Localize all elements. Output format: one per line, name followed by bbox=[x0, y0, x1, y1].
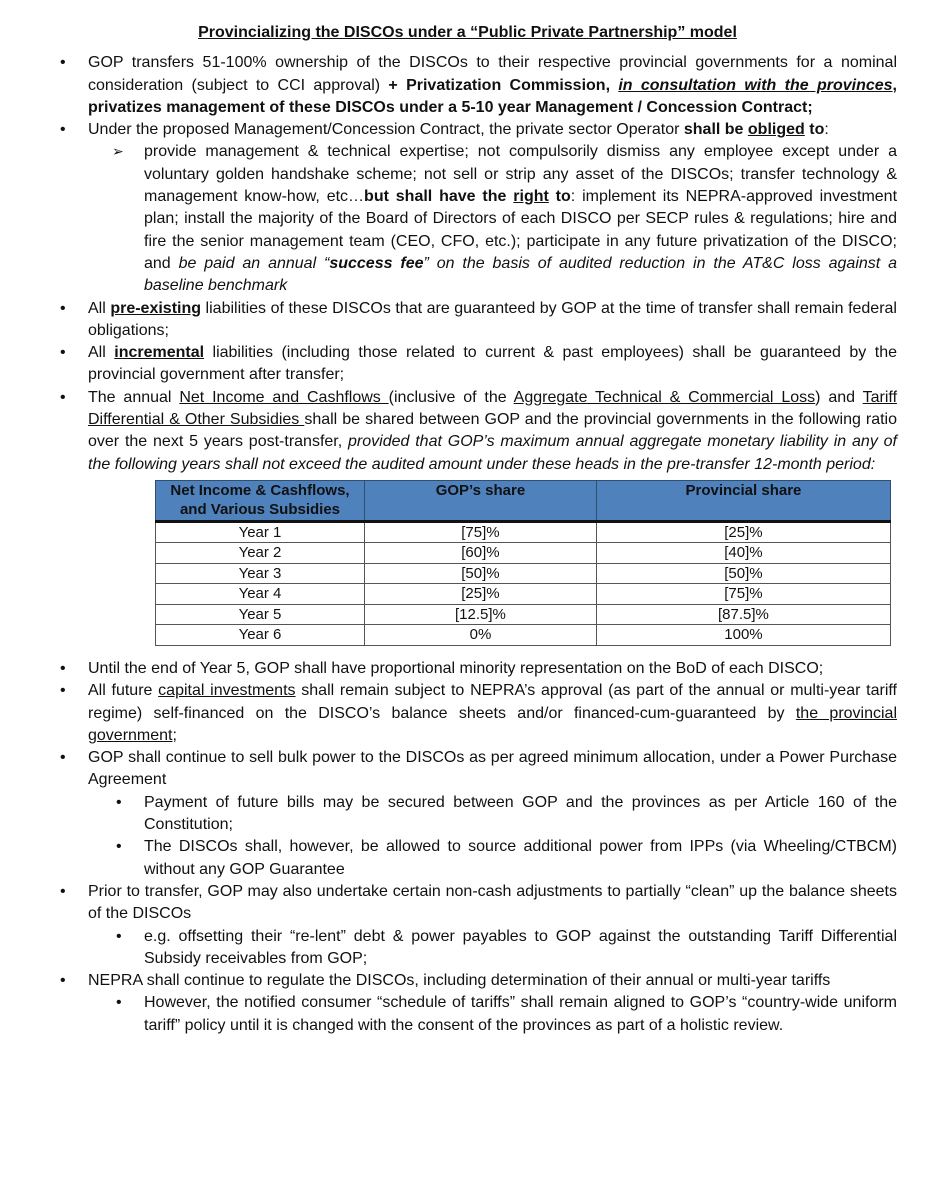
table-cell: [50]% bbox=[365, 563, 597, 584]
text: (inclusive of the bbox=[388, 388, 514, 406]
text-bold: shall be bbox=[683, 121, 748, 139]
bullet-management-contract bbox=[38, 119, 897, 297]
table-row bbox=[156, 543, 891, 564]
text-bold-italic-underline: in consultation with the provinces bbox=[618, 76, 893, 94]
text: provide management & technical expertise; not compulsorily dismiss any employee except under a voluntary golden handshake scheme; not sell or strip any asset of the DISCOs; transfer technology & management know-how, etc… bbox=[144, 143, 897, 206]
header-cell: GOP’s share bbox=[365, 480, 597, 521]
bullet-net-income-sharing bbox=[38, 387, 897, 476]
text: liabilities of these DISCOs that are guaranteed by GOP at the time of transfer shall remain federal obligations; bbox=[88, 299, 897, 339]
bullet-pre-existing-liabilities bbox=[38, 298, 897, 343]
text: ) and bbox=[815, 388, 863, 406]
text-bold: + Privatization Commission, bbox=[388, 76, 619, 94]
table-cell: Year 3 bbox=[156, 563, 365, 584]
text-italic: provided that GOP’s maximum annual aggregate monetary liability in any of the following years shall not exceed the audited amount under these heads in the pre-transfer 12-month period: bbox=[88, 433, 897, 473]
sub-bullet-uniform-tariff: • However, the notified consumer “schedule of tariffs” shall remain aligned to GOP’s “country-wide uniform tariff” policy until it is changed with the consent of the provinces as part of a holistic review. bbox=[88, 992, 897, 1037]
sub-bullet-ipp-sourcing: • The DISCOs shall, however, be allowed to source additional power from IPPs (via Wheeling/CTBCM) without any GOP Guarantee bbox=[88, 836, 897, 881]
table-cell: [12.5]% bbox=[365, 604, 597, 625]
text: shall remain subject to NEPRA’s approval (as part of the annual or multi-year tariff regime) self-financed on the DISCO’s balance sheets and/or financed-cum-guaranteed by bbox=[88, 682, 897, 722]
bullet-bulk-power bbox=[38, 747, 897, 881]
table-cell: [75]% bbox=[365, 521, 597, 543]
bullet-nepra-regulation bbox=[38, 970, 897, 1037]
table-cell: [60]% bbox=[365, 543, 597, 564]
table-cell: [50]% bbox=[596, 563, 890, 584]
bullet-balance-sheet-cleanup bbox=[38, 881, 897, 970]
text: shall be shared between GOP and the provincial governments in the following ratio over the next 5 years post-transfer, bbox=[88, 411, 898, 451]
text-underline: Net Income and Cashflows bbox=[179, 388, 389, 406]
text: The annual bbox=[88, 388, 180, 406]
table-cell: 100% bbox=[596, 625, 890, 646]
table-row bbox=[156, 584, 891, 605]
text: : bbox=[824, 121, 829, 139]
text: All future bbox=[88, 682, 159, 700]
sub-bullet-payment-security: • Payment of future bills may be secured between GOP and the provinces as per Article 160 of the Constitution; bbox=[88, 792, 897, 837]
text: Prior to transfer, GOP may also undertake certain non-cash adjustments to partially “clean” up the balance sheets of the DISCOs bbox=[88, 882, 897, 923]
sub-list-operator bbox=[88, 141, 897, 297]
table-row bbox=[156, 563, 891, 584]
main-bullet-list-continued bbox=[38, 658, 897, 1037]
table-cell: [25]% bbox=[596, 521, 890, 543]
table-cell: Year 4 bbox=[156, 584, 365, 605]
text-bold-underline: obliged bbox=[747, 121, 805, 139]
text: : implement its NEPRA-approved investment plan; install the majority of the Board of Directors of each DISCO per SECP rules & regulations; hire and fire the senior management team (CEO, CFO, etc.); participate in any future privatization of the DISCO; and bbox=[144, 188, 898, 272]
text: GOP shall continue to sell bulk power to the DISCOs as per agreed minimum allocation, under a Power Purchase Agreement bbox=[88, 749, 897, 789]
text-bold-underline: pre-existing bbox=[110, 299, 202, 317]
table-row bbox=[156, 521, 891, 543]
share-table bbox=[155, 480, 891, 646]
header-cell: Net Income & Cashflows, and Various Subsidies bbox=[156, 480, 365, 521]
text: liabilities (including those related to current & past employees) shall be guaranteed by the provincial government after transfer; bbox=[88, 344, 898, 384]
table-cell: [87.5]% bbox=[596, 604, 890, 625]
bullet-ownership-transfer bbox=[38, 52, 897, 119]
table-header-row bbox=[156, 480, 891, 521]
text: GOP transfers 51-100% ownership of the DISCOs to their respective provincial governments for a nominal consideration (subject to CCI approval) bbox=[88, 54, 897, 94]
bullet-capital-investments bbox=[38, 680, 897, 747]
table-row bbox=[156, 625, 891, 646]
table-cell: [25]% bbox=[365, 584, 597, 605]
table-row bbox=[156, 604, 891, 625]
text-bold-underline: incremental bbox=[114, 344, 205, 362]
text-bold: to bbox=[548, 188, 571, 206]
table-cell: [40]% bbox=[596, 543, 890, 564]
page-title: Provincializing the DISCOs under a “Public Private Partnership” model bbox=[198, 24, 737, 41]
sub-bullet-offsetting: • e.g. offsetting their “re-lent” debt & power payables to GOP against the outstanding Tariff Differential Subsidy receivables from GOP; bbox=[88, 926, 897, 971]
table-cell: 0% bbox=[365, 625, 597, 646]
sub-bullet-operator-obligations bbox=[88, 141, 897, 297]
text-underline: Aggregate Technical & Commercial Loss bbox=[513, 388, 816, 406]
text-bold: but shall have the bbox=[364, 188, 514, 206]
table-cell: Year 6 bbox=[156, 625, 365, 646]
bullet-bod-representation bbox=[38, 658, 897, 680]
text-italic: be paid an annual “ bbox=[178, 254, 330, 272]
text-bold-italic: success fee bbox=[329, 254, 424, 272]
text-underline: capital investments bbox=[158, 682, 296, 700]
table-cell: Year 1 bbox=[156, 521, 365, 543]
header-cell: Provincial share bbox=[596, 480, 890, 521]
table-cell: Year 2 bbox=[156, 543, 365, 564]
text: ; bbox=[172, 726, 177, 744]
sub-list-bulk-power bbox=[88, 792, 897, 881]
text: Until the end of Year 5, GOP shall have proportional minority representation on the BoD of each DISCO; bbox=[88, 659, 824, 677]
text: All bbox=[88, 299, 111, 317]
text-bold-underline: right bbox=[513, 188, 549, 206]
text-underline: the provincial government bbox=[88, 704, 898, 744]
sub-list-nepra bbox=[88, 992, 897, 1037]
text: All bbox=[88, 344, 115, 362]
main-bullet-list bbox=[38, 52, 897, 476]
text: NEPRA shall continue to regulate the DISCOs, including determination of their annual or multi-year tariffs bbox=[88, 972, 831, 990]
text-bold: , privatizes management of these DISCOs under a 5-10 year Management / Concession Contract; bbox=[88, 76, 897, 116]
bullet-incremental-liabilities bbox=[38, 342, 897, 387]
text: Under the proposed Management/Concession Contract, the private sector Operator bbox=[88, 121, 684, 139]
text-underline: Tariff Differential & Other Subsidies bbox=[88, 388, 898, 429]
table-cell: Year 5 bbox=[156, 604, 365, 625]
table-cell: [75]% bbox=[596, 584, 890, 605]
sub-list-cleanup bbox=[88, 926, 897, 971]
text-italic: ” on the basis of audited reduction in the AT&C loss against a baseline benchmark bbox=[144, 254, 897, 295]
text-bold: to bbox=[804, 121, 825, 139]
